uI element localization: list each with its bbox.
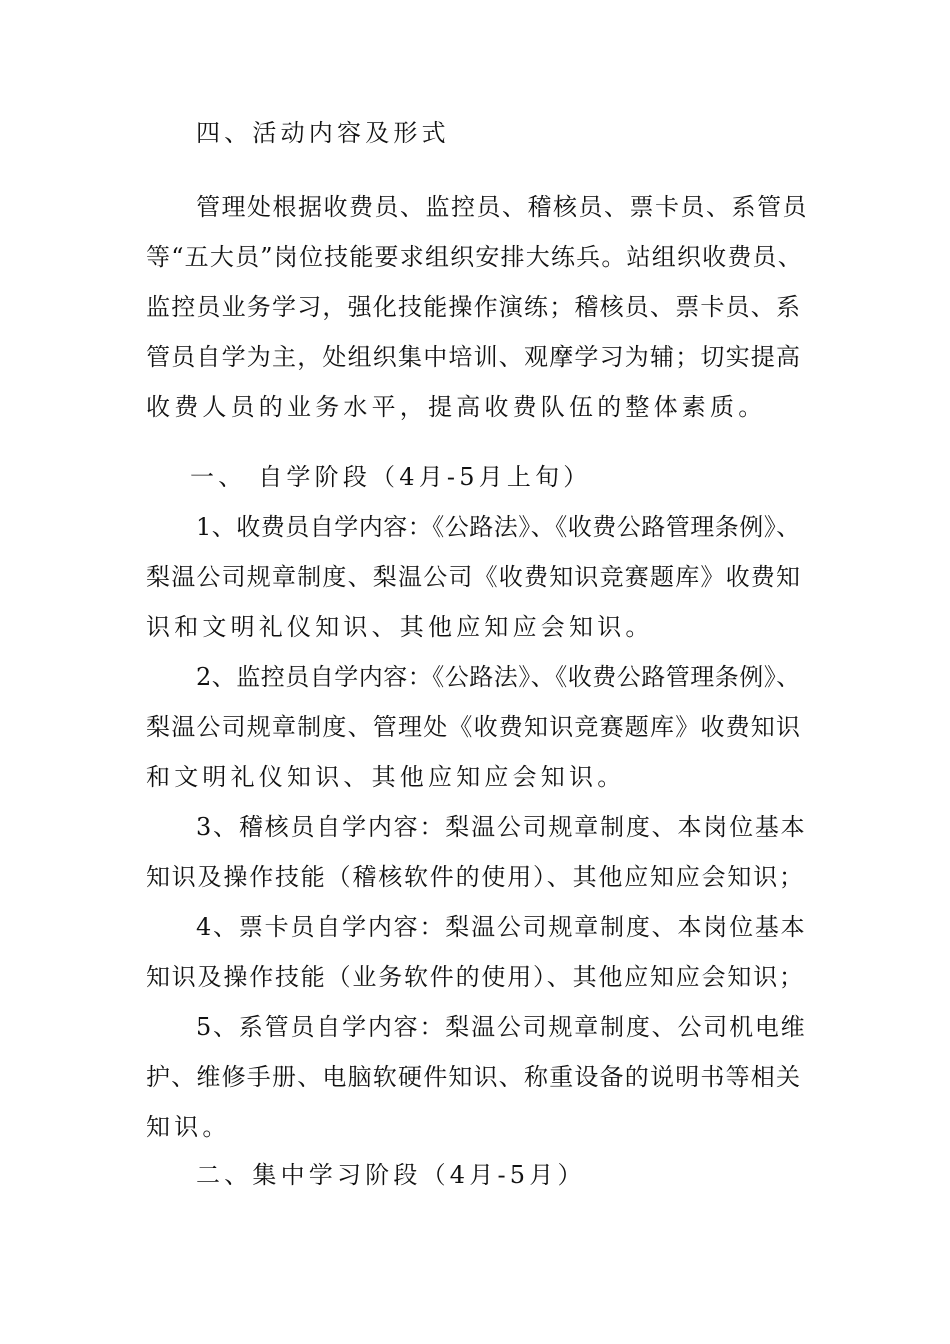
stage1-heading: 一、 自学阶段（4月-5月上旬） bbox=[190, 463, 592, 491]
stage2-heading: 二、集中学习阶段（4月-5月） bbox=[196, 1161, 586, 1189]
intro-line-3: 监控员业务学习，强化技能操作演练；稽核员、票卡员、系 bbox=[146, 293, 802, 321]
item3-line-1: 3、稽核员自学内容：梨温公司规章制度、本岗位基本 bbox=[196, 813, 807, 841]
intro-line-5: 收费人员的业务水平，提高收费队伍的整体素质。 bbox=[146, 393, 767, 421]
item3-line-2: 知识及操作技能（稽核软件的使用）、其他应知应会知识； bbox=[146, 863, 805, 891]
item4-line-1: 4、票卡员自学内容：梨温公司规章制度、本岗位基本 bbox=[196, 913, 807, 941]
intro-line-4: 管员自学为主，处组织集中培训、观摩学习为辅；切实提高 bbox=[146, 343, 802, 371]
intro-line-2: 等“五大员”岗位技能要求组织安排大练兵。站组织收费员、 bbox=[146, 243, 803, 271]
item4-line-2: 知识及操作技能（业务软件的使用）、其他应知应会知识； bbox=[146, 963, 805, 991]
item1-line-3: 识和文明礼仪知识、其他应知应会知识。 bbox=[146, 613, 654, 641]
item5-line-1: 5、系管员自学内容：梨温公司规章制度、公司机电维 bbox=[196, 1013, 807, 1041]
item5-line-3: 知识。 bbox=[146, 1113, 231, 1141]
item2-line-2: 梨温公司规章制度、管理处《收费知识竞赛题库》收费知识 bbox=[146, 713, 802, 741]
item1-line-1: 1、收费员自学内容：《公路法》、《收费公路管理条例》、 bbox=[196, 513, 801, 541]
item2-line-1: 2、监控员自学内容：《公路法》、《收费公路管理条例》、 bbox=[196, 663, 801, 691]
item1-line-2: 梨温公司规章制度、梨温公司《收费知识竞赛题库》收费知 bbox=[146, 563, 802, 591]
intro-line-1: 管理处根据收费员、监控员、稽核员、票卡员、系管员 bbox=[196, 193, 808, 221]
section-heading: 四、活动内容及形式 bbox=[196, 119, 450, 147]
item2-line-3: 和文明礼仪知识、其他应知应会知识。 bbox=[146, 763, 626, 791]
item5-line-2: 护、维修手册、电脑软硬件知识、称重设备的说明书等相关 bbox=[146, 1063, 802, 1091]
